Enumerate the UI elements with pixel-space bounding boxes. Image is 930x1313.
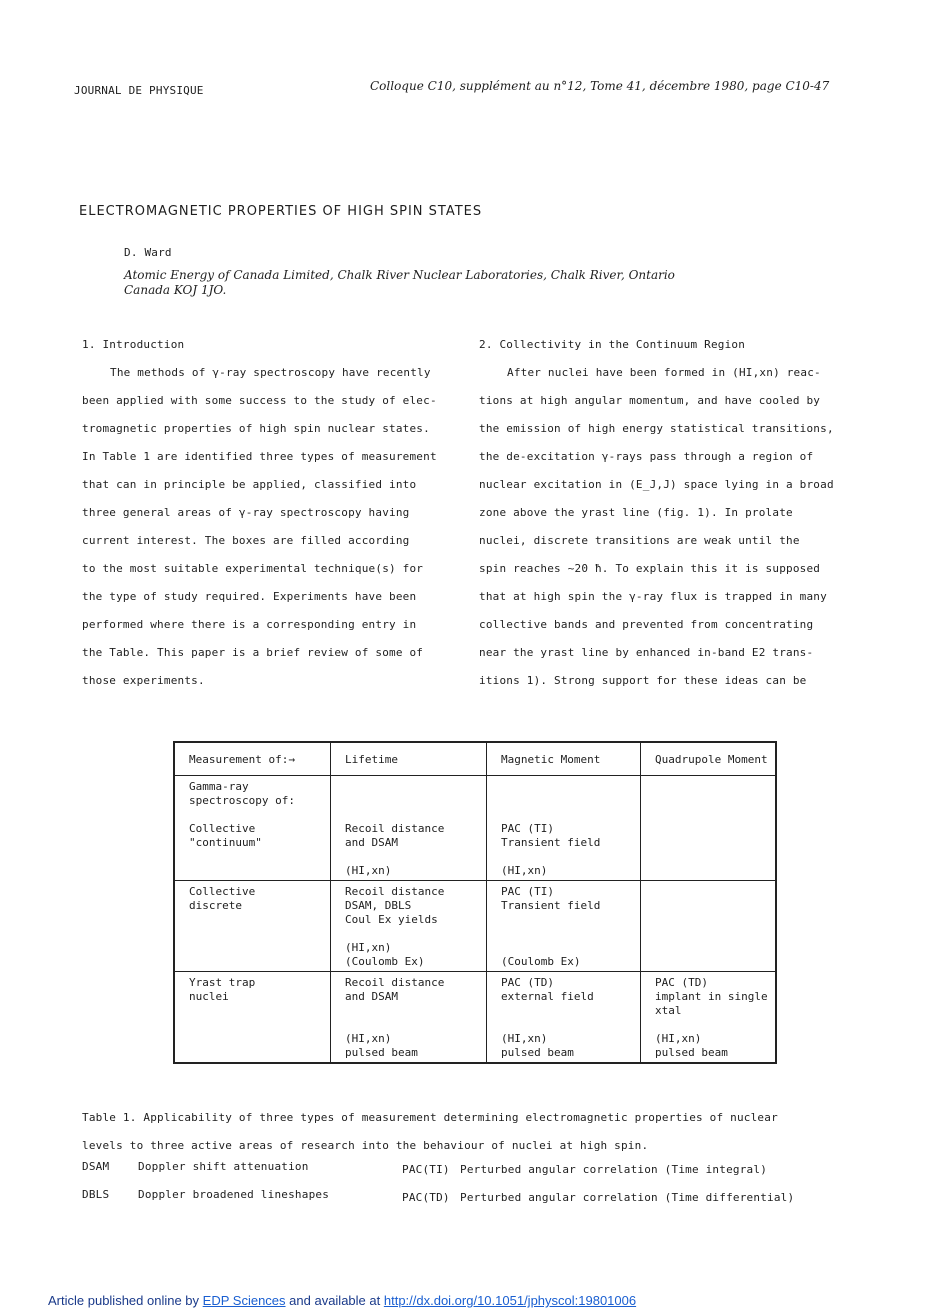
cell-line	[345, 927, 480, 941]
paragraph-line: that can in principle be applied, classified into	[82, 478, 417, 491]
cell-line: (HI,xn)	[345, 1032, 392, 1045]
cell-line: pulsed beam	[501, 1046, 574, 1059]
paragraph-line: performed where there is a corresponding entry in	[82, 618, 417, 631]
paragraph-line: In Table 1 are identified three types of measurement	[82, 450, 437, 463]
cell-line: PAC (TD)	[501, 976, 554, 989]
citation: Colloque C10, supplément au n°12, Tome 41, décembre 1980, page C10-47	[370, 79, 830, 93]
table-cell-lifetime	[331, 776, 487, 881]
cell-line	[345, 794, 480, 808]
table-cell-quadrupole	[641, 881, 777, 972]
section-introduction	[82, 338, 462, 702]
cell-line: (HI,xn)	[655, 1032, 702, 1045]
paragraph-line: zone above the yrast line (fig. 1). In prolate	[479, 506, 793, 519]
author: D. Ward	[124, 246, 172, 259]
paper-title: ELECTROMAGNETIC PROPERTIES OF HIGH SPIN STATES	[79, 204, 483, 219]
table-cell-magnetic	[487, 776, 641, 881]
cell-line: Yrast trap	[189, 976, 256, 989]
cell-line: (HI,xn)	[345, 864, 392, 877]
cell-line: implant in single	[655, 990, 768, 1003]
cell-line	[501, 913, 634, 927]
doi-link[interactable]: http://dx.doi.org/10.1051/jphyscol:19801006	[383, 1293, 637, 1308]
measurement-table	[173, 741, 777, 1064]
cell-line	[501, 941, 634, 955]
cell-line: and DSAM	[345, 990, 398, 1003]
cell-line	[345, 808, 480, 822]
paragraph-line: nuclear excitation in (E_J,J) space lying in a broad	[479, 478, 834, 491]
publication-footer	[48, 1293, 636, 1308]
cell-line	[501, 780, 634, 794]
cell-line	[655, 1018, 769, 1032]
table-body	[174, 776, 776, 1064]
paragraph-line: tromagnetic properties of high spin nuclear states.	[82, 422, 430, 435]
cell-line	[345, 850, 480, 864]
section-heading: 2. Collectivity in the Continuum Region	[479, 338, 746, 351]
cell-line: Recoil distance	[345, 885, 445, 898]
table-cell-quadrupole	[641, 776, 777, 881]
table-cell-category	[174, 972, 331, 1064]
cell-line	[345, 780, 480, 794]
cell-line: (HI,xn)	[501, 1032, 548, 1045]
cell-line: nuclei	[189, 990, 229, 1003]
cell-line: spectroscopy of:	[189, 794, 295, 807]
cell-line: xtal	[655, 1004, 682, 1017]
cell-line: Collective	[189, 822, 256, 835]
table-cell-category	[174, 776, 331, 881]
paragraph-line: near the yrast line by enhanced in-band E2 trans-	[479, 646, 814, 659]
cell-line: (HI,xn)	[501, 864, 548, 877]
abbreviation-meaning: Doppler broadened lineshapes	[138, 1188, 330, 1201]
paragraph-line: current interest. The boxes are filled according	[82, 534, 410, 547]
paragraph-line: After nuclei have been formed in (HI,xn) reac-	[507, 366, 821, 379]
paragraph-line: spin reaches ~20 ħ. To explain this it is supposed	[479, 562, 821, 575]
paragraph-line: the Table. This paper is a brief review of some of	[82, 646, 424, 659]
cell-line	[501, 794, 634, 808]
abbreviation: DSAM	[82, 1160, 110, 1173]
cell-line: and DSAM	[345, 836, 398, 849]
cell-line: DSAM, DBLS	[345, 899, 412, 912]
cell-line: external field	[501, 990, 594, 1003]
cell-line: PAC (TI)	[501, 822, 554, 835]
abbreviation: PAC(TI)	[402, 1163, 450, 1176]
publisher-link[interactable]: EDP Sciences	[202, 1293, 286, 1308]
paragraph-line: tions at high angular momentum, and have cooled by	[479, 394, 821, 407]
cell-line: discrete	[189, 899, 242, 912]
paragraph-line: The methods of γ-ray spectroscopy have recently	[110, 366, 431, 379]
table-row	[174, 776, 776, 881]
table-header-row	[174, 742, 776, 776]
footer-middle: and available at	[289, 1293, 381, 1308]
cell-line: Coul Ex yields	[345, 913, 438, 926]
table-cell-quadrupole	[641, 972, 777, 1064]
footer-prefix: Article published online by	[48, 1293, 200, 1308]
paragraph-line: to the most suitable experimental technique(s) for	[82, 562, 424, 575]
cell-line: Collective	[189, 885, 256, 898]
table-caption	[82, 1104, 822, 1160]
paragraph-line: that at high spin the γ-ray flux is trapped in many	[479, 590, 827, 603]
table-header-cell: Lifetime	[331, 742, 487, 776]
paragraph-line: the emission of high energy statistical transitions,	[479, 422, 834, 435]
abbreviation-meaning: Doppler shift attenuation	[138, 1160, 309, 1173]
cell-line	[189, 808, 324, 822]
abbreviation-meaning: Perturbed angular correlation (Time integral)	[460, 1163, 768, 1176]
table-row	[174, 881, 776, 972]
cell-line: PAC (TI)	[501, 885, 554, 898]
cell-line	[501, 808, 634, 822]
caption-line: Table 1. Applicability of three types of measurement determining electromagnetic properties of nuclear	[82, 1111, 778, 1124]
paragraph-line: those experiments.	[82, 674, 205, 687]
affiliation	[124, 268, 764, 298]
paragraph-line: the type of study required. Experiments have been	[82, 590, 417, 603]
paragraph-line: nuclei, discrete transitions are weak until the	[479, 534, 800, 547]
paragraph-line: three general areas of γ-ray spectroscopy having	[82, 506, 410, 519]
cell-line: Recoil distance	[345, 976, 445, 989]
cell-line	[345, 1018, 480, 1032]
table-cell-lifetime	[331, 972, 487, 1064]
paragraph-line: been applied with some success to the study of elec-	[82, 394, 437, 407]
abbreviation: DBLS	[82, 1188, 110, 1201]
affiliation-line-1: Atomic Energy of Canada Limited, Chalk River Nuclear Laboratories, Chalk River, Ontario	[124, 268, 675, 282]
cell-line: Transient field	[501, 899, 601, 912]
cell-line: Transient field	[501, 836, 601, 849]
abbreviation-meaning: Perturbed angular correlation (Time differential)	[460, 1191, 795, 1204]
cell-line: Recoil distance	[345, 822, 445, 835]
table-header-cell: Quadrupole Moment	[641, 742, 777, 776]
table-cell-magnetic	[487, 881, 641, 972]
cell-line	[501, 1004, 634, 1018]
paragraph-line: itions 1). Strong support for these ideas can be	[479, 674, 807, 687]
cell-line: PAC (TD)	[655, 976, 708, 989]
cell-line: (HI,xn)	[345, 941, 392, 954]
cell-line	[501, 927, 634, 941]
table-cell-lifetime	[331, 881, 487, 972]
cell-line	[345, 1004, 480, 1018]
table-cell-magnetic	[487, 972, 641, 1064]
section-collectivity	[479, 338, 859, 702]
cell-line: "continuum"	[189, 836, 262, 849]
paragraph-line: collective bands and prevented from concentrating	[479, 618, 814, 631]
section-heading: 1. Introduction	[82, 338, 185, 351]
table-header-cell: Measurement of:→	[174, 742, 331, 776]
paragraph-line: the de-excitation γ-rays pass through a region of	[479, 450, 814, 463]
cell-line	[501, 1018, 634, 1032]
table-header-cell: Magnetic Moment	[487, 742, 641, 776]
cell-line	[501, 850, 634, 864]
abbreviation: PAC(TD)	[402, 1191, 450, 1204]
cell-line: pulsed beam	[345, 1046, 418, 1059]
affiliation-line-2: Canada KOJ 1JO.	[124, 283, 227, 297]
table-cell-category	[174, 881, 331, 972]
cell-line: Gamma-ray	[189, 780, 249, 793]
journal-name: JOURNAL DE PHYSIQUE	[74, 84, 204, 97]
abbreviation-item	[82, 1160, 109, 1173]
caption-line: levels to three active areas of research into the behaviour of nuclei at high spin.	[82, 1139, 649, 1152]
cell-line: pulsed beam	[655, 1046, 728, 1059]
cell-line: (Coulomb Ex)	[501, 955, 581, 968]
cell-line: (Coulomb Ex)	[345, 955, 425, 968]
table-row	[174, 972, 776, 1064]
